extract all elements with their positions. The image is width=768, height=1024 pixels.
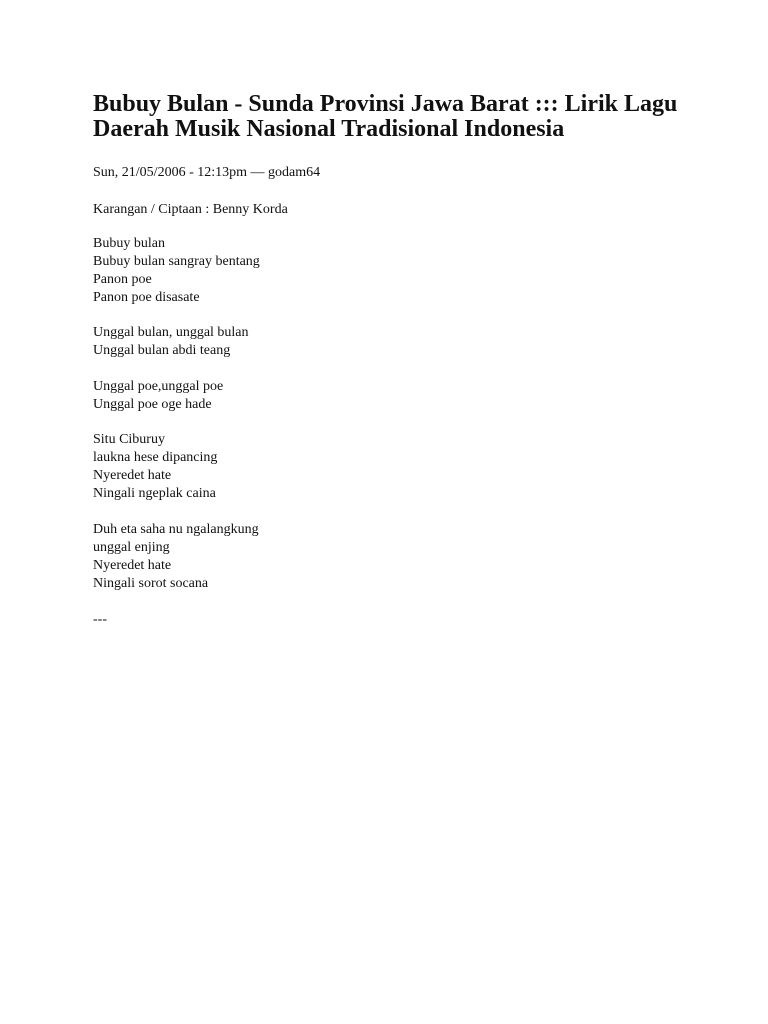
stanza-1 xyxy=(93,235,260,307)
stanza-4 xyxy=(93,431,217,503)
lyric-line: Ningali sorot socana xyxy=(93,576,209,591)
page-title: Bubuy Bulan - Sunda Provinsi Jawa Barat ::: Lirik Lagu Daerah Musik Nasional Tradisional Indonesia xyxy=(93,91,678,142)
lyric-line: Panon poe xyxy=(93,272,152,287)
lyric-line: Ningali ngeplak caina xyxy=(93,486,216,501)
lyric-line: Nyeredet hate xyxy=(93,468,172,483)
lyric-line: Unggal poe,unggal poe xyxy=(93,379,224,394)
lyric-line: Unggal poe oge hade xyxy=(93,397,212,412)
stanza-2 xyxy=(93,324,249,360)
lyric-line: Bubuy bulan xyxy=(93,236,165,251)
lyric-line: Unggal bulan, unggal bulan xyxy=(93,325,249,340)
author-line: Karangan / Ciptaan : Benny Korda xyxy=(93,202,288,217)
stanza-5 xyxy=(93,521,259,593)
lyric-line: laukna hese dipancing xyxy=(93,450,218,465)
lyric-line: Situ Ciburuy xyxy=(93,432,165,447)
stanza-3 xyxy=(93,378,223,414)
lyric-line: Bubuy bulan sangray bentang xyxy=(93,254,260,269)
lyric-line: Duh eta saha nu ngalangkung xyxy=(93,522,259,537)
lyric-line: Panon poe disasate xyxy=(93,290,200,305)
lyric-line: unggal enjing xyxy=(93,540,170,555)
separator: --- xyxy=(93,612,107,627)
post-meta: Sun, 21/05/2006 - 12:13pm — godam64 xyxy=(93,165,321,180)
lyric-line: Unggal bulan abdi teang xyxy=(93,343,231,358)
lyric-line: Nyeredet hate xyxy=(93,558,172,573)
